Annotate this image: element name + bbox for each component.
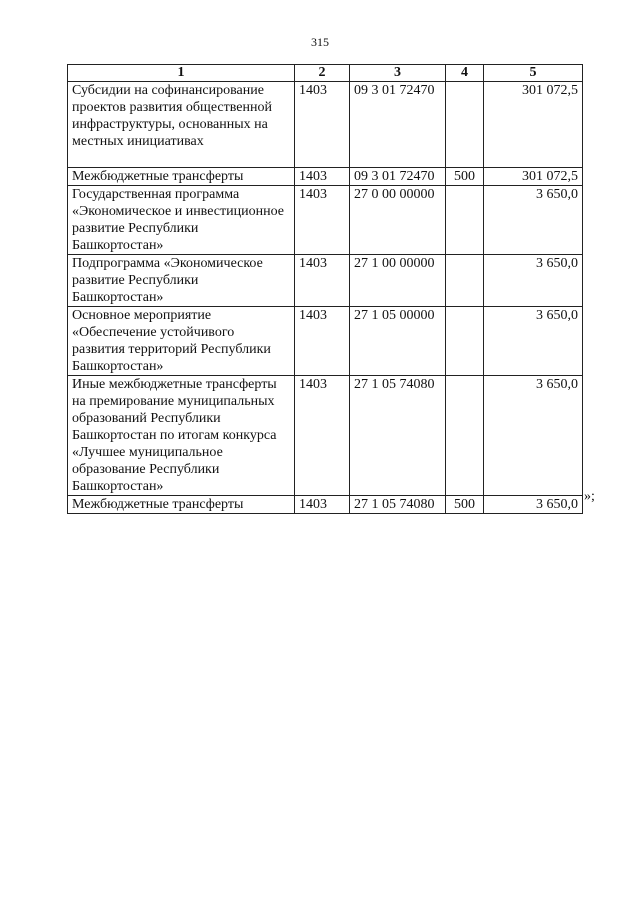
closing-quote-mark: »;	[584, 489, 595, 504]
row-target-article: 27 1 05 74080	[350, 496, 446, 514]
row-amount: 3 650,0	[484, 496, 583, 514]
row-expense-type	[446, 82, 484, 168]
row-expense-type	[446, 255, 484, 307]
row-name: Иные межбюджетные трансферты на премирование муниципальных образований Республики Башкортостан по итогам конкурса «Лучшее муниципальное образование Республики Башкортостан»	[68, 376, 295, 496]
table-row	[68, 168, 583, 186]
row-name: Субсидии на софинансирование проектов развития общественной инфраструктуры, основанных на местных инициативах	[68, 82, 295, 168]
row-name: Межбюджетные трансферты	[68, 168, 295, 186]
row-name: Подпрограмма «Экономическое развитие Республики Башкортостан»	[68, 255, 295, 307]
budget-table	[67, 64, 583, 514]
table-row	[68, 307, 583, 376]
row-amount: 3 650,0	[484, 376, 583, 496]
table-row	[68, 255, 583, 307]
row-amount: 3 650,0	[484, 307, 583, 376]
row-target-article: 27 0 00 00000	[350, 186, 446, 255]
row-section: 1403	[295, 82, 350, 168]
row-section: 1403	[295, 307, 350, 376]
row-section: 1403	[295, 168, 350, 186]
page-number: 315	[311, 35, 329, 49]
row-expense-type: 500	[446, 168, 484, 186]
row-name: Основное мероприятие «Обеспечение устойчивого развития территорий Республики Башкортостан»	[68, 307, 295, 376]
row-amount: 3 650,0	[484, 186, 583, 255]
table-row	[68, 82, 583, 168]
column-header-3: 3	[350, 65, 446, 82]
row-amount: 301 072,5	[484, 168, 583, 186]
table-row	[68, 376, 583, 496]
row-section: 1403	[295, 255, 350, 307]
row-amount: 301 072,5	[484, 82, 583, 168]
row-section: 1403	[295, 496, 350, 514]
column-header-1: 1	[68, 65, 295, 82]
column-header-4: 4	[446, 65, 484, 82]
row-target-article: 27 1 00 00000	[350, 255, 446, 307]
row-target-article: 09 3 01 72470	[350, 168, 446, 186]
column-header-2: 2	[295, 65, 350, 82]
table-header-row	[68, 65, 583, 82]
row-target-article: 09 3 01 72470	[350, 82, 446, 168]
row-expense-type	[446, 186, 484, 255]
row-expense-type: 500	[446, 496, 484, 514]
row-target-article: 27 1 05 00000	[350, 307, 446, 376]
row-expense-type	[446, 307, 484, 376]
row-expense-type	[446, 376, 484, 496]
row-section: 1403	[295, 186, 350, 255]
row-target-article: 27 1 05 74080	[350, 376, 446, 496]
column-header-5: 5	[484, 65, 583, 82]
row-name: Межбюджетные трансферты	[68, 496, 295, 514]
table-row	[68, 186, 583, 255]
table-row	[68, 496, 583, 514]
row-section: 1403	[295, 376, 350, 496]
row-name: Государственная программа «Экономическое и инвестиционное развитие Республики Башкортостан»	[68, 186, 295, 255]
row-amount: 3 650,0	[484, 255, 583, 307]
